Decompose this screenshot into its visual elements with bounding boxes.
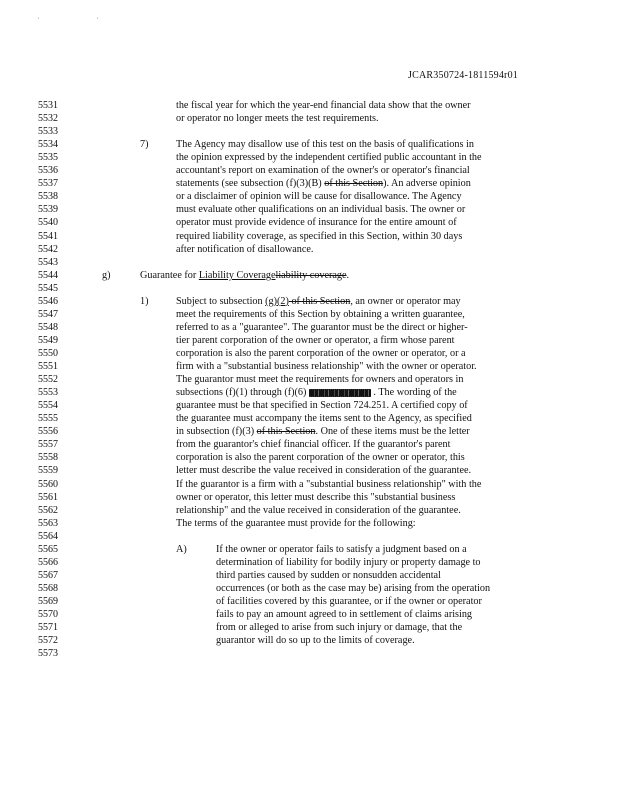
text-segment: third parties caused by sudden or nonsudden accidental bbox=[216, 569, 441, 581]
line-number: 5570 bbox=[38, 609, 58, 620]
line-number: 5540 bbox=[38, 217, 58, 229]
redaction-mark bbox=[309, 389, 371, 397]
text-segment: of facilities covered by this guarantee, or if the owner or operator bbox=[216, 595, 482, 607]
text-segment: The Agency may disallow use of this test on the basis of qualifications in bbox=[176, 139, 474, 151]
line-number: 5538 bbox=[38, 191, 58, 203]
text-segment: Subject to subsection bbox=[176, 295, 266, 307]
line-number: 5564 bbox=[38, 530, 58, 542]
line-text bbox=[176, 386, 457, 399]
text-segment: referred to as a "guarantee". The guarantor must be the direct or higher- bbox=[176, 321, 468, 333]
line-text bbox=[176, 308, 465, 321]
subsection-marker: 7) bbox=[140, 139, 149, 151]
text-segment: guarantee must be that specified in Section 724.251. A certified copy of bbox=[176, 400, 468, 412]
line-number: 5569 bbox=[38, 595, 58, 607]
text-segment: relationship" and the value received in consideration of the guarantee. bbox=[176, 504, 461, 516]
text-segment: from or alleged to arise from such injury or damage, that the bbox=[216, 622, 463, 633]
text-segment: required liability coverage, as specified in this Section, within 30 days bbox=[176, 230, 463, 242]
line-text bbox=[176, 334, 455, 347]
line-number: 5543 bbox=[38, 256, 58, 268]
text-segment: If the guarantor is a firm with a "substantial business relationship" with the bbox=[176, 478, 482, 490]
text-segment: accountant's report on examination of the owner's or operator's financial bbox=[176, 165, 470, 177]
line-text bbox=[216, 634, 415, 647]
text-segment: If the owner or operator fails to satisfy a judgment based on a bbox=[216, 543, 467, 555]
line-number: 5567 bbox=[38, 569, 58, 581]
subsection-marker: A) bbox=[176, 543, 187, 555]
line-text bbox=[176, 203, 465, 216]
line-text bbox=[176, 373, 463, 386]
line-number: 5560 bbox=[38, 478, 58, 490]
text-segment: . One of these items must be the letter bbox=[315, 426, 470, 438]
text-segment: tier parent corporation of the owner or operator, a firm whose parent bbox=[176, 334, 455, 346]
text-segment: The guarantor must meet the requirements for owners and operators in bbox=[176, 374, 464, 386]
line-text bbox=[176, 112, 379, 125]
line-number: 5548 bbox=[38, 321, 58, 333]
text-segment: , an owner or operator may bbox=[350, 295, 461, 307]
line-text bbox=[216, 543, 467, 556]
line-text bbox=[176, 216, 457, 229]
line-text bbox=[176, 438, 450, 451]
text-segment: or a disclaimer of opinion will be cause for disallowance. The Agency bbox=[176, 191, 462, 203]
text-segment: fails to pay an amount agreed to in settlement of claims arising bbox=[216, 609, 473, 620]
line-number: 5554 bbox=[38, 400, 58, 412]
scan-specks: ' ' bbox=[38, 18, 126, 24]
line-number: 5553 bbox=[38, 387, 58, 399]
line-text bbox=[176, 243, 313, 256]
line-number: 5572 bbox=[38, 635, 58, 647]
line-number: 5568 bbox=[38, 582, 58, 594]
text-segment: corporation is also the parent corporation of the owner or operator, this bbox=[176, 452, 465, 464]
line-number: 5537 bbox=[38, 178, 58, 190]
line-number: 5557 bbox=[38, 439, 58, 451]
text-segment: guarantor will do so up to the limits of coverage. bbox=[216, 635, 415, 647]
line-text bbox=[216, 556, 481, 569]
deleted-text: of this Section bbox=[256, 426, 316, 438]
line-text bbox=[140, 269, 349, 282]
line-number: 5534 bbox=[38, 139, 58, 151]
line-text bbox=[176, 99, 471, 112]
line-text bbox=[176, 464, 471, 477]
line-number: 5571 bbox=[38, 622, 58, 633]
line-text bbox=[176, 504, 461, 517]
line-text bbox=[176, 491, 455, 504]
text-segment: statements (see subsection (f)(3)(B) bbox=[176, 178, 325, 190]
line-text bbox=[176, 451, 465, 464]
text-segment: subsections (f)(1) through (f)(6) bbox=[176, 387, 307, 399]
line-text bbox=[176, 190, 462, 203]
text-segment: owner or operator, this letter must describe this "substantial business bbox=[176, 491, 456, 503]
line-number: 5546 bbox=[38, 295, 58, 307]
line-number: 5532 bbox=[38, 113, 58, 124]
line-number: 5549 bbox=[38, 334, 58, 346]
line-number: 5550 bbox=[38, 348, 58, 359]
line-number: 5535 bbox=[38, 152, 58, 164]
text-segment: the fiscal year for which the year-end financial data show that the owner bbox=[176, 100, 471, 111]
line-text bbox=[176, 347, 466, 360]
text-segment: corporation is also the parent corporation of the owner or operator, or a bbox=[176, 348, 466, 359]
line-text bbox=[176, 164, 470, 177]
inserted-text: Liability Coverage bbox=[198, 269, 276, 281]
text-segment: letter must describe the value received in consideration of the guarantee. bbox=[176, 465, 472, 477]
text-segment: after notification of disallowance. bbox=[176, 243, 314, 255]
deleted-text: of this Section bbox=[288, 295, 351, 307]
line-number: 5558 bbox=[38, 452, 58, 464]
text-segment: the opinion expressed by the independent certified public accountant in the bbox=[176, 152, 482, 164]
line-text bbox=[216, 608, 472, 621]
line-number: 5561 bbox=[38, 491, 58, 503]
subsection-marker: 1) bbox=[140, 295, 149, 307]
text-segment: Guarantee for bbox=[140, 269, 199, 281]
text-segment: meet the requirements of this Section by obtaining a written guarantee, bbox=[176, 308, 465, 320]
line-number: 5565 bbox=[38, 543, 58, 555]
line-number: 5552 bbox=[38, 374, 58, 386]
line-number: 5563 bbox=[38, 517, 58, 529]
line-text bbox=[176, 177, 471, 190]
line-text bbox=[176, 138, 474, 151]
line-number: 5536 bbox=[38, 165, 58, 177]
text-segment: . The wording of the bbox=[373, 387, 457, 399]
line-number: 5531 bbox=[38, 100, 58, 111]
line-text bbox=[176, 478, 481, 491]
line-number: 5545 bbox=[38, 282, 58, 294]
line-number: 5555 bbox=[38, 413, 58, 425]
line-number: 5573 bbox=[38, 648, 58, 660]
line-text bbox=[176, 399, 468, 412]
text-segment: in subsection (f)(3) bbox=[176, 426, 257, 438]
line-text bbox=[176, 425, 470, 438]
line-number: 5551 bbox=[38, 361, 58, 372]
text-segment: The terms of the guarantee must provide for the following: bbox=[176, 517, 416, 529]
subsection-marker: g) bbox=[102, 269, 111, 281]
text-segment: . bbox=[346, 269, 350, 281]
line-number: 5539 bbox=[38, 204, 58, 216]
text-segment: from the guarantor's chief financial officer. If the guarantor's parent bbox=[176, 439, 451, 451]
line-text bbox=[216, 621, 462, 634]
document-header-code: JCAR350724-1811594r01 bbox=[408, 70, 518, 81]
line-number: 5556 bbox=[38, 426, 58, 438]
line-number: 5547 bbox=[38, 308, 58, 320]
line-text bbox=[176, 151, 482, 164]
text-segment: or operator no longer meets the test requirements. bbox=[176, 113, 379, 124]
line-text bbox=[176, 517, 416, 530]
line-number: 5559 bbox=[38, 465, 58, 477]
line-text bbox=[176, 360, 477, 373]
text-segment: firm with a "substantial business relationship" with the owner or operator. bbox=[176, 361, 477, 372]
deleted-text: liability coverage bbox=[275, 269, 347, 281]
line-number: 5533 bbox=[38, 126, 58, 138]
line-number: 5544 bbox=[38, 269, 58, 281]
line-text bbox=[216, 595, 482, 608]
text-segment: must evaluate other qualifications on an individual basis. The owner or bbox=[176, 204, 466, 216]
line-text bbox=[176, 230, 462, 243]
line-number: 5541 bbox=[38, 230, 58, 242]
inserted-text: (g)(2) bbox=[265, 295, 289, 307]
deleted-text: of this Section bbox=[324, 178, 384, 190]
text-segment: determination of liability for bodily injury or property damage to bbox=[216, 556, 481, 568]
line-number: 5562 bbox=[38, 504, 58, 516]
line-number: 5542 bbox=[38, 243, 58, 255]
text-segment: ). An adverse opinion bbox=[383, 178, 471, 190]
line-text bbox=[176, 295, 461, 308]
line-text bbox=[216, 582, 490, 595]
text-segment: occurrences (or both as the case may be) arising from the operation bbox=[216, 582, 491, 594]
line-number: 5566 bbox=[38, 556, 58, 568]
line-text bbox=[176, 321, 468, 334]
line-text bbox=[216, 569, 441, 582]
text-segment: the guarantee must accompany the items sent to the Agency, as specified bbox=[176, 413, 472, 425]
line-text bbox=[176, 412, 472, 425]
text-segment: operator must provide evidence of insurance for the entire amount of bbox=[176, 217, 457, 229]
